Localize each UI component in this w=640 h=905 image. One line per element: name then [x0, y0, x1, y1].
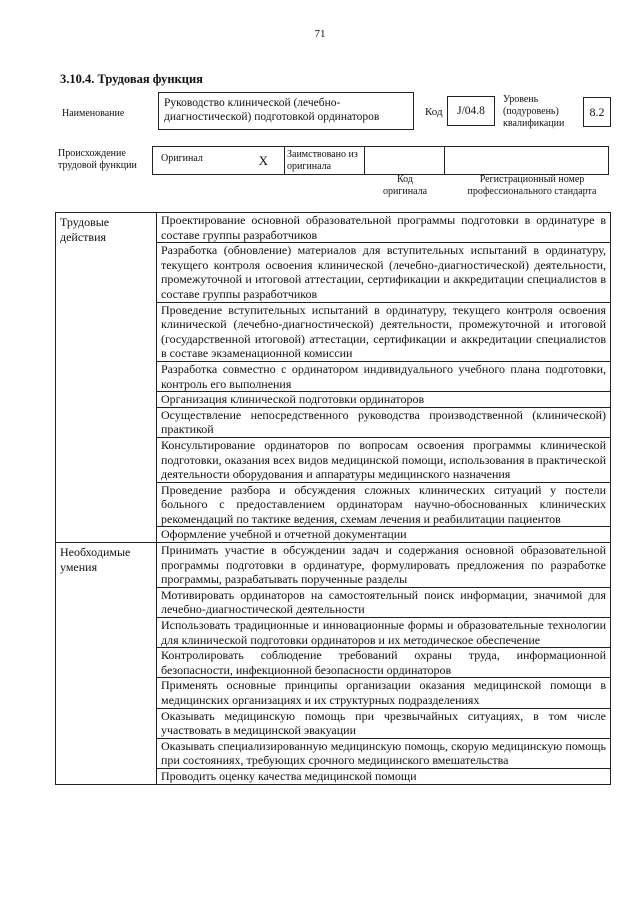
- item-cell: Оказывать медицинскую помощь при чрезвычайных ситуациях, в том числе участвовать в медицинской эвакуации: [157, 708, 611, 738]
- reg-number-label: Регистрационный номер профессионального стандарта: [467, 174, 597, 197]
- item-cell: Проектирование основной образовательной программы подготовки в ординатуре в составе группы разработчиков: [157, 213, 611, 243]
- category-cell: Необходимые умения: [56, 543, 157, 785]
- item-cell: Оформление учебной и отчетной документации: [157, 527, 611, 543]
- item-cell: Консультирование ординаторов по вопросам освоения программы клинической подготовки, оказания всех видов медицинской помощи, использования в практической деятельности оборудования и аппаратуры медицинского назначения: [157, 437, 611, 482]
- page-number: 71: [314, 28, 326, 40]
- item-cell: Мотивировать ординаторов на самостоятельный поиск информации, значимой для лечебно-диагностической деятельности: [157, 587, 611, 617]
- table-row: [56, 213, 611, 243]
- function-name: Руководство клинической (лечебно-диагностической) подготовкой ординаторов: [158, 92, 414, 130]
- item-cell: Проведение вступительных испытаний в ординатуру, текущего контроля освоения клинической (лечебно-диагностической) деятельности, промежуточной и итоговой (государственной итоговой) аттестации, сертификации и аккредитации специалистов в составе экзаменационной комиссии: [157, 302, 611, 361]
- item-cell: Применять основные принципы организации оказания медицинской помощи в медицинских организациях и их структурных подразделениях: [157, 678, 611, 708]
- code-label: Код: [425, 106, 443, 118]
- item-cell: Разработка совместно с ординатором индивидуального учебного плана подготовки, контроль его выполнения: [157, 361, 611, 391]
- function-code: J/04.8: [447, 96, 495, 126]
- origin-table: [152, 146, 609, 175]
- original-label: Оригинал: [161, 152, 203, 164]
- section-title: 3.10.4. Трудовая функция: [60, 72, 203, 86]
- item-cell: Контролировать соблюдение требований охраны труда, информационной безопасности, инфекционной безопасности ординаторов: [157, 648, 611, 678]
- function-details-table: [55, 212, 611, 785]
- item-cell: Оказывать специализированную медицинскую помощь, скорую медицинскую помощь при состояниях, требующих срочного медицинского вмешательства: [157, 738, 611, 768]
- original-mark: X: [258, 152, 268, 168]
- code-original-label: Код оригинала: [382, 174, 428, 197]
- original-cell: [153, 147, 285, 175]
- item-cell: Проводить оценку качества медицинской помощи: [157, 768, 611, 784]
- item-cell: Принимать участие в обсуждении задач и содержания основной образовательной программы подготовки в ординатуре, формулировать предложения по разработке программы, разрабатывать порученные разделы: [157, 543, 611, 588]
- item-cell: Проведение разбора и обсуждения сложных клинических ситуаций у постели больного с предоставлением ординаторам научно-обоснованных клинических рекомендаций по тактике ведения, схемам лечения и реабилитации пациентов: [157, 482, 611, 527]
- table-row: [56, 543, 611, 588]
- item-cell: Использовать традиционные и инновационные формы и образовательные технологии для клинической подготовки ординаторов и их методическое обеспечение: [157, 618, 611, 648]
- qualification-level: 8.2: [583, 97, 611, 127]
- item-cell: Разработка (обновление) материалов для вступительных испытаний в ординатуру, текущего контроля освоения клинической (лечебно-диагностической) деятельности, промежуточной и итоговой аттестации, сертификации и аккредитации специалистов в составе группы разработчиков: [157, 243, 611, 302]
- reg-number-cell: [445, 147, 609, 175]
- name-label: Наименование: [62, 108, 125, 119]
- item-cell: Осуществление непосредственного руководства производственной (клинической) практикой: [157, 407, 611, 437]
- category-cell: Трудовые действия: [56, 213, 157, 543]
- borrowed-label: Заимствовано из оригинала: [285, 147, 365, 175]
- level-label: Уровень (подуровень) квалификации: [503, 94, 565, 129]
- item-cell: Организация клинической подготовки ординаторов: [157, 392, 611, 408]
- code-original-cell: [365, 147, 445, 175]
- origin-label: Происхождение трудовой функции: [58, 148, 137, 171]
